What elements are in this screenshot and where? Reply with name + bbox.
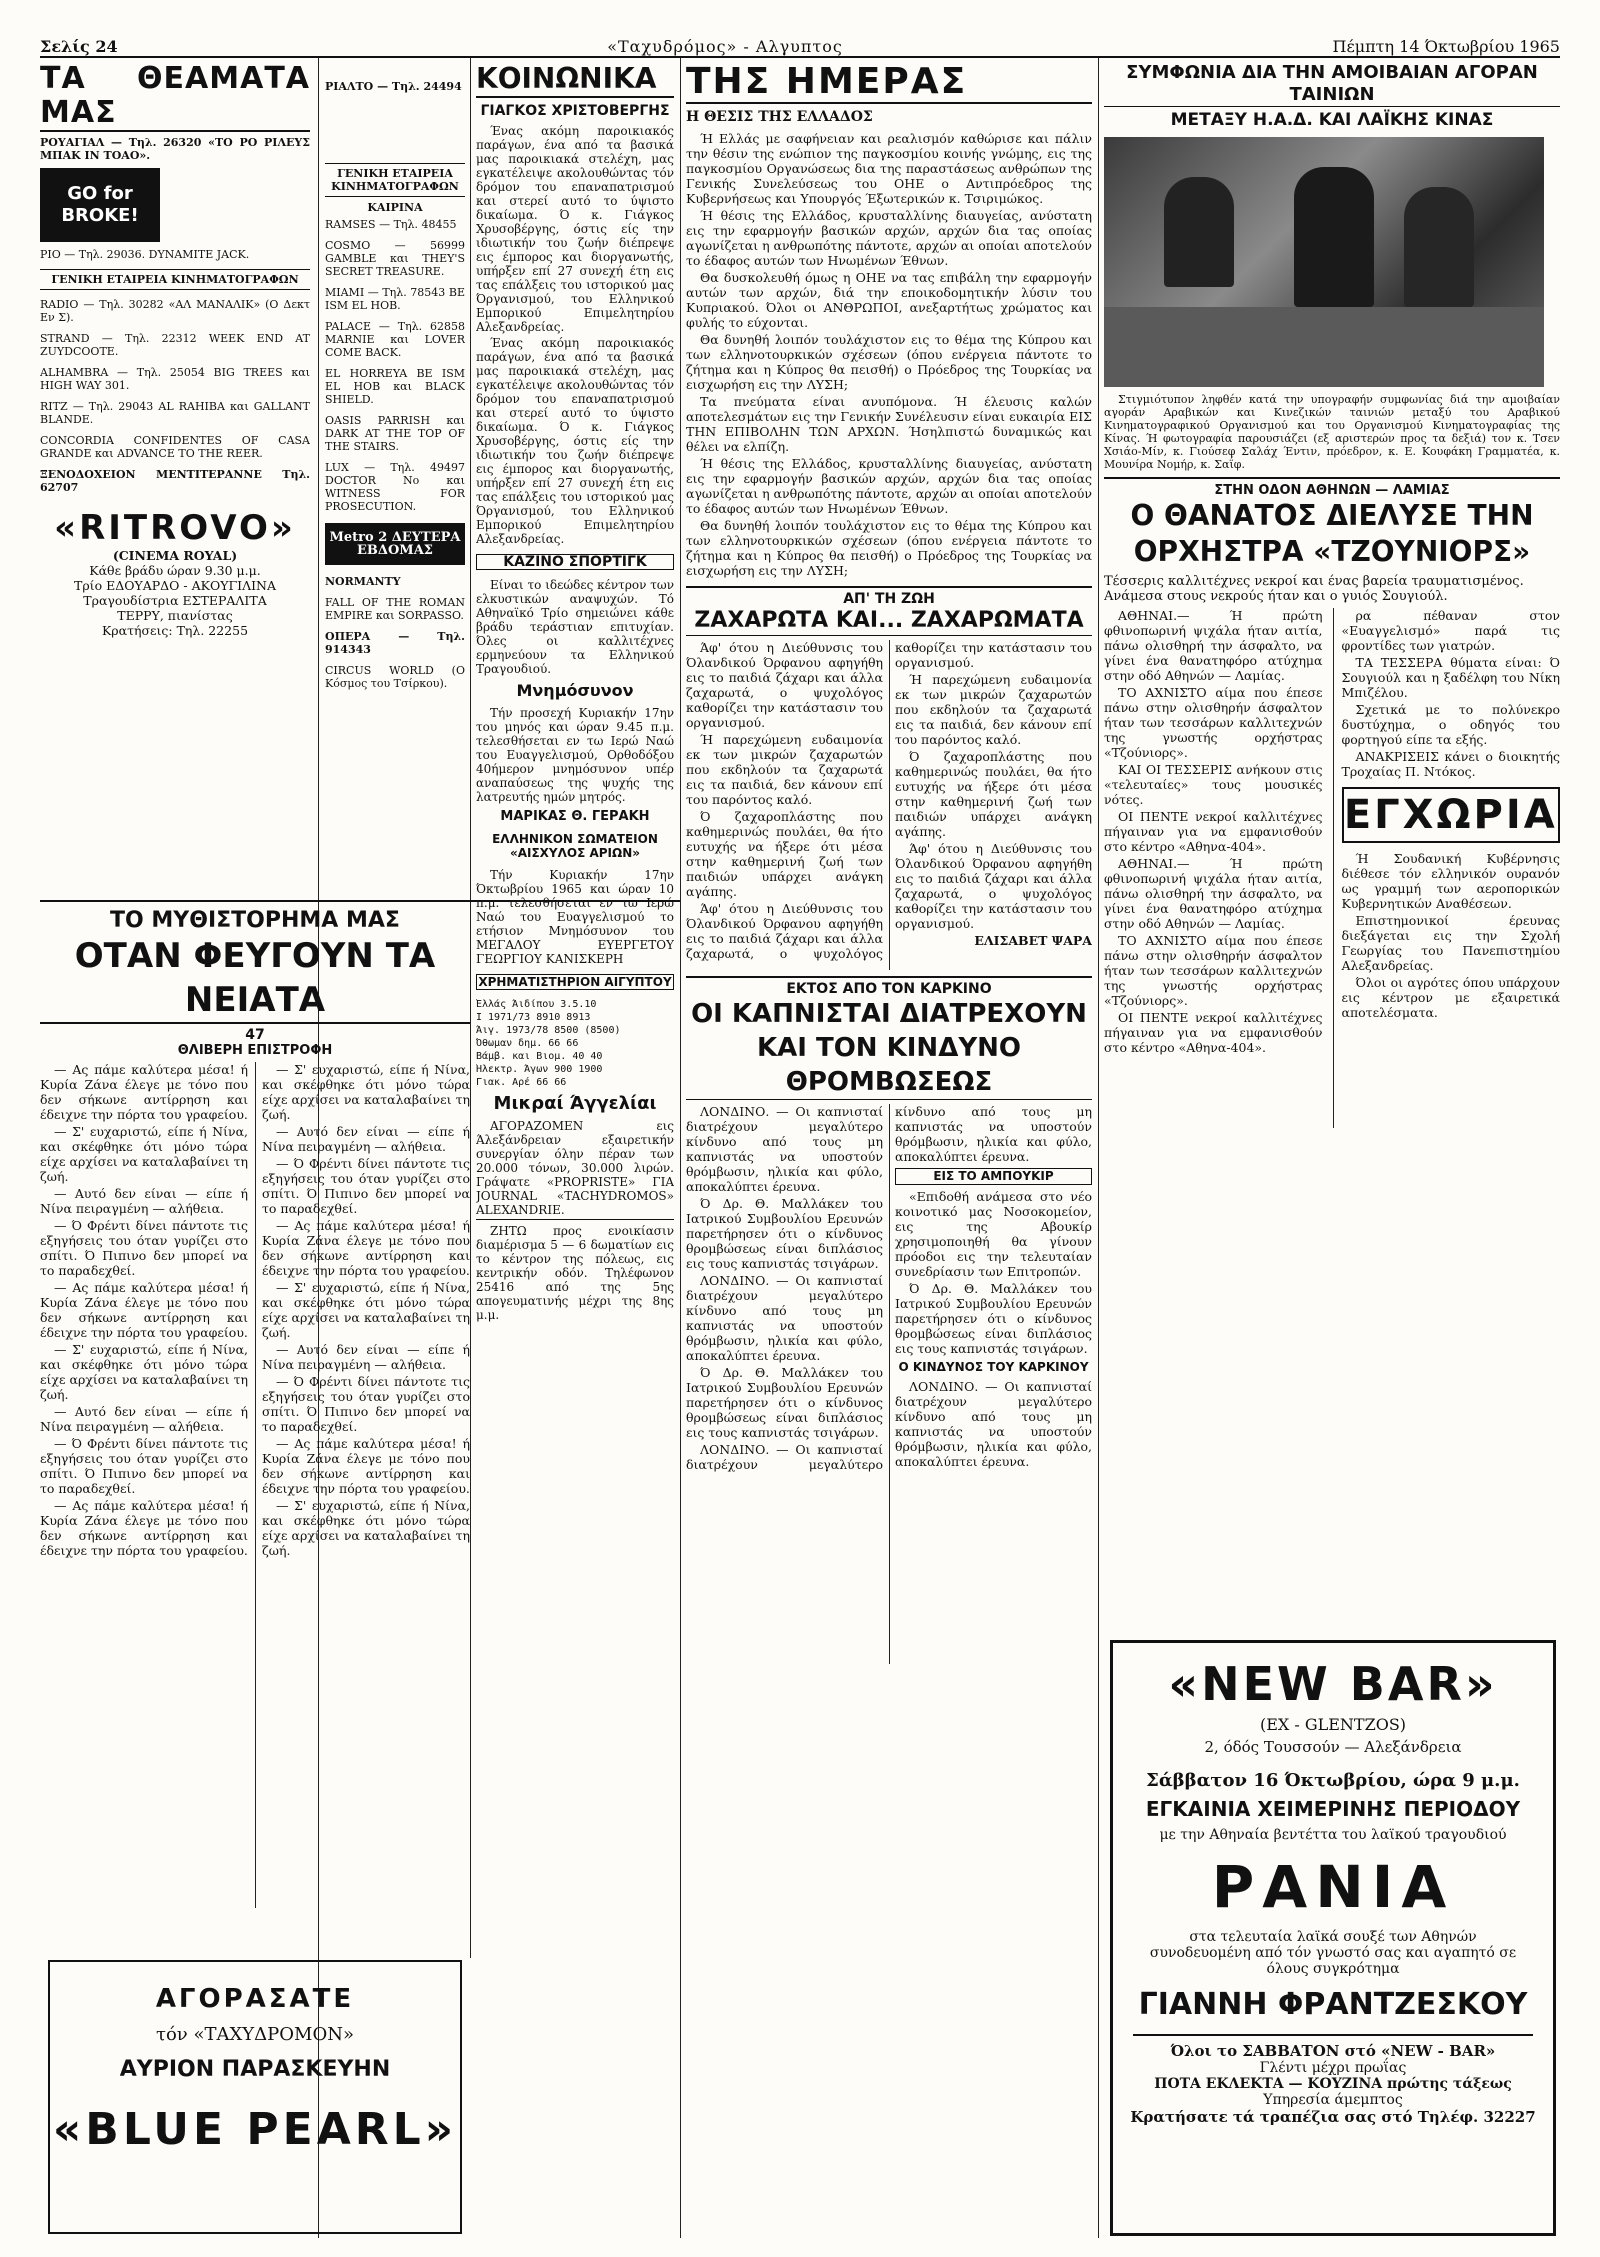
cancer-text: Ό Δρ. Θ. Μαλλάκεν του Ιατρικού Συμβουλίου Ερευνών παρετήρησεν ότι ο κίνδυνος θρομβώσεως είναι διπλάσιος εις τους καπνιστάς τσιγάρων.: [686, 1365, 883, 1440]
local-text: Όλοι οι αγρότες όπου υπάρχουν εις κέντρον με εξαιρετικά αποτελέσματα.: [1341, 975, 1560, 1020]
bar-date: Σάββατον 16 Όκτωβρίου, ώρα 9 μ.μ.: [1146, 1770, 1520, 1791]
cancer-text: ΛΟΝΔΙΝΟ. — Οι καπνισταί διατρέχουν μεγαλύτερο κίνδυνο από τους μη καπνιστάς να υποστούν θρόμβωσιν, ηλικία και φύλο, αποκαλύπτει έρευνα.: [686, 1273, 883, 1363]
ad-paper: τόν «ΤΑΧΥΔΡΟΜΟΝ»: [156, 2024, 354, 2045]
cinema-palace: PALACE — Τηλ. 62858 MARNIE και LOVER COME BACK.: [325, 320, 465, 359]
bar-text: στα τελευταία λαϊκά σουξέ των Αθηνών συνοδευομένη από τόν γνωστό σας και αγαπητό σε όλους συγκρότημα: [1149, 1929, 1517, 1977]
bar-subtitle: (EX - GLENTZOS): [1259, 1715, 1407, 1734]
novel-paragraph: — Ό Φρέντι δίνει πάντοτε τις εξηγήσεις του όταν γυρίζει στο σπίτι. Ό Πιπινο δεν μπορεί να το παραδεχθεί.: [262, 1156, 470, 1216]
cinema-cosmo: COSMO — 56999 GAMBLE και THEY'S SECRET TREASURE.: [325, 239, 465, 278]
ad-day: ΑΥΡΙΟΝ ΠΑΡΑΣΚΕΥΗΝ: [119, 2057, 391, 2082]
crash-text: ΑΝΑΚΡΙΣΕΙΣ κάνει ο διοικητής Τροχαίας Π. Ντόκος.: [1341, 749, 1560, 779]
day-title: ΤΗΣ ΗΜΕΡΑΣ: [686, 62, 1092, 104]
day-text: Ή θέσις της Ελλάδος, κρυσταλλίνης διαυγείας, ανύστατη εις την εφαρμογήν βασικών αρχών, αρχών δια τας οποίας αγωνίζεται η ανθρωπότης πάντοτε, αρχών αι οποίαι αποτελούν το έδαφος αυτών των Ηνωμένων Έθνων.: [686, 208, 1092, 268]
column-rule: [680, 58, 681, 2238]
novel-paragraph: — Σ' ευχαριστώ, είπε ή Νίνα, και σκέφθηκε ότι μόνο τώρα είχε αρχίσει να καταλαβαίνει τη ζωή.: [262, 1498, 470, 1558]
novel-label: ΤΟ ΜΥΘΙΣΤΟΡΗΜΑ ΜΑΣ: [110, 908, 400, 933]
cancer-text: ΛΟΝΔΙΝΟ. — Οι καπνισταί διατρέχουν μεγαλύτερο κίνδυνο από τους μη καπνιστάς να υποστούν θρόμβωσιν, ηλικία και φύλο, αποκαλύπτει έρευνα.: [895, 1379, 1092, 1469]
memorial-text: Τήν προσεχή Κυριακήν 17ην του μηνός και ώραν 9.45 π.μ. τελεσθήσεται εν τω Ιερώ Ναώ του Ευαγγελισμού, Ορθοδόξου 40ήμερον μνημόσυνον υπέρ αναπαύσεως της ψυχής της λατρευτής ημών μητρός.: [476, 706, 674, 804]
cinema-miami: MIAMI — Τηλ. 78543 BE ISM EL HOB.: [325, 286, 465, 312]
social-heading: ΓΙΑΓΚΟΣ ΧΡΙΣΤΟΒΕΡΓΗΣ: [480, 103, 670, 119]
cinema-cairina: ΚΑΙΡΙΝΑ: [367, 201, 423, 214]
novel-subtitle: ΘΛΙΒΕΡΗ ΕΠΙΣΤΡΟΦΗ: [177, 1043, 333, 1058]
life-author: ΕΛΙΣΑΒΕΤ ΨΑΡΑ: [974, 933, 1092, 948]
cinema-ramses: RAMSES — Τηλ. 48455: [325, 218, 457, 231]
crash-text: ΤΟ ΑΧΝΙΣΤΟ αίμα που έπεσε πάνω στην ολισθηρήν άσφαλτον ήταν των τεσσάρων καλλιτεχνών της γνωστής ορχήστρας «Τζούνιορς».: [1104, 933, 1323, 1008]
crash-text: ΤΟ ΑΧΝΙΣΤΟ αίμα που έπεσε πάνω στην ολισθηρήν άσφαλτον ήταν των τεσσάρων καλλιτεχνών της γνωστής ορχήστρας «Τζούνιορς».: [1104, 685, 1323, 760]
life-text: Ό ζαχαροπλάστης που καθημερινώς πουλάει, θα ήτο ευτυχής να ήξερε ότι μέσα στην καθημερινή ζωή των παιδιών υπάρχει ανάγκη αγάπης.: [895, 749, 1092, 839]
ad-buy: ΑΓΟΡΑΣΑΤΕ: [155, 1984, 355, 2014]
day-text: Θα δυνηθή λοιπόν τουλάχιστον εις το θέμα της Κύπρου και των ελληνοτουρκικών σχέσεων (όπου ενέργεια πάντοτε το ζήτημα και η Κύπρος θα πεισθή) ο Πρόεδρος της Τουρκίας να εισχωρήση εις την ΛΥΣΗ;: [686, 332, 1092, 392]
social-text: Ένας ακόμη παροικιακός παράγων, ένα από τα βασικά μας παροικιακά στελέχη, μας εγκατέλειψε ακολουθώντας τόν δρόμον του επαναπατρισμού και στερεί αυτό το ύψιστο δικαίωμα. Ό κ. Γιάγκος Χρυσοβέργης, όστις είς την ιδιωτικήν του ζωήν διέπρεψε εις έμπορος και διοργανωτής, υπήρξεν επί 27 συνεχή έτη εις τας επάλξεις του ιστορικού μας Όργανισμού, του Ελληνικού Εμπορικού Επιμελητηρίου Αλεξανδρείας.: [476, 336, 674, 546]
cancer-text: ΛΟΝΔΙΝΟ. — Οι καπνισταί διατρέχουν μεγαλύτερο κίνδυνο από τους μη καπνιστάς να υποστούν θρόμβωσιν, ηλικία και φύλο, αποκαλύπτει έρευνα.: [686, 1104, 883, 1194]
crash-text: ΟΙ ΠΕΝΤΕ νεκροί καλλιτέχνες πήγαιναν για να εμφανισθούν στο κέντρο «Αθηνα-404».: [1104, 809, 1323, 854]
ritrovo-sub: (CINEMA ROYAL): [112, 548, 238, 563]
films-title: ΣΥΜΦΩΝΙΑ ΔΙΑ ΤΗΝ ΑΜΟΙΒΑΙΑΝ ΑΓΟΡΑΝ ΤΑΙΝΙΩΝ: [1104, 62, 1560, 107]
abukir-text: «Επιδοθή ανάμεσα στο νέο κοινοτικό μας Νοσοκομείον, εις της Αβουκίρ χρησιμοποιηθή θα γίνουν πρόοδοι εις την τελευταίαν συνεδρίασιν των Επιτροπών.: [895, 1189, 1092, 1279]
listing-rio: ΡΙΟ — Τηλ. 29036. DYNAMITE JACK.: [40, 248, 250, 261]
crash-bullets: [1104, 574, 1560, 604]
novel-paragraph: — Σ' ευχαριστώ, είπε ή Νίνα, και σκέφθηκε ότι μόνο τώρα είχε αρχίσει να καταλαβαίνει τη ζωή.: [262, 1062, 470, 1122]
crash-text: ΑΘΗΝΑΙ.— Ή πρώτη φθινοπωρινή ψιχάλα ήταν αιτία, πάνω ολισθηρή την άσφαλτο, να γίνει ένα θανατηφόρο ατύχημα στην οδό Αθηνών — Λαμίας.: [1104, 608, 1323, 683]
bar-footer: Κρατήσατε τά τραπέζια σας στό Τηλέφ. 32227: [1130, 2108, 1536, 2126]
memorial-name: ΜΑΡΙΚΑΣ Θ. ΓΕΡΑΚΗ: [500, 809, 650, 824]
cinema-rialto: ΡΙΑΛΤΟ — Τηλ. 24494: [325, 80, 462, 93]
cancer-subheading: Ο ΚΙΝΔΥΝΟΣ ΤΟΥ ΚΑΡΚΙΝΟΥ: [898, 1360, 1089, 1374]
cinemas-column: [325, 80, 465, 890]
stock-row: Γιακ. Αρέ 66 66: [476, 1077, 567, 1088]
cancer-label: ΕΚΤΟΣ ΑΠΟ ΤΟΝ ΚΑΡΚΙΝΟ: [786, 981, 992, 997]
listing-hotel: ΞΕΝΟΔΟΧΕΙΟΝ ΜΕΝΤΙΤΕΡΑΝΝΕ Τηλ. 62707: [40, 468, 310, 494]
life-title: ΖΑΧΑΡΩΤΑ ΚΑΙ... ΖΑΧΑΡΩΜΑΤΑ: [686, 607, 1092, 636]
cancer-text: Ό Δρ. Θ. Μαλλάκεν του Ιατρικού Συμβουλίου Ερευνών παρετήρησεν ότι ο κίνδυνος θρομβώσεως είναι διπλάσιος εις τους καπνιστάς τσιγάρων.: [686, 1196, 883, 1271]
abukir-heading: ΕΙΣ ΤΟ ΑΜΠΟΥΚΙΡ: [895, 1168, 1092, 1185]
blue-pearl-ad: [48, 1960, 462, 2234]
novel-paragraph: — Αυτό δεν είναι — είπε ή Νίνα πειραγμένη — αλήθεια.: [40, 1404, 248, 1434]
day-column: [686, 62, 1092, 2242]
cinema-normanty-films: FALL OF THE ROMAN EMPIRE και SORPASSO.: [325, 596, 465, 622]
bar-footer: Υπηρεσία άμεμπτος: [1263, 2092, 1403, 2108]
day-text: Θα δυνηθή λοιπόν τουλάχιστον εις το θέμα της Κύπρου και των ελληνοτουρκικών σχέσεων (όπου ενέργεια πάντοτε το ζήτημα και η Κύπρος θα πεισθή) ο Πρόεδρος της Τουρκίας να εισχωρήση εις την ΛΥΣΗ;: [686, 518, 1092, 578]
novel-paragraph: — Σ' ευχαριστώ, είπε ή Νίνα, και σκέφθηκε ότι μόνο τώρα είχε αρχίσει να καταλαβαίνει τη ζωή.: [40, 1124, 248, 1184]
local-text: Ή Σουδανική Κυβέρνησις διέθεσε τόν ελληνικόν ουρανόν ως γραμμή των αεροπορικών Κυβερνητικών Αναθέσεων.: [1341, 851, 1560, 911]
memorial-heading: Μνημόσυνον: [516, 681, 634, 700]
novel-paragraph: — Ό Φρέντι δίνει πάντοτε τις εξηγήσεις του όταν γυρίζει στο σπίτι. Ό Πιπινο δεν μπορεί να το παραδεχθεί.: [40, 1436, 248, 1496]
new-bar-ad: [1110, 1640, 1556, 2236]
novel-paragraph: — Ας πάμε καλύτερα μέσα! ή Κυρία Ζάνα έλεγε με τόνο που δεν σήκωνε αντίρρηση και έδειχνε την πόρτα του γραφείου.: [262, 1218, 470, 1278]
listing-alhambra: ALHAMBRA — Τηλ. 25054 BIG TREES και HIGH WAY 301.: [40, 366, 310, 392]
bar-with: με την Αθηναία βεντέττα του λαϊκού τραγουδιού: [1159, 1827, 1507, 1843]
listing-ritz: RITZ — Τηλ. 29043 AL RAHIBA και GALLANT BLANDE.: [40, 400, 310, 426]
novel-title: ΟΤΑΝ ΦΕΥΓΟΥΝ ΤΑ ΝΕΙΑΤΑ: [40, 934, 470, 1024]
ad-title: «BLUE PEARL»: [52, 2104, 458, 2155]
stock-heading: ΧΡΗΜΑΤΙΣΤΗΡΙΟΝ ΑΙΓΥΠΤΟΥ: [476, 974, 674, 990]
life-text: Ή παρεχώμενη ευδαιμονία εκ των μικρών ζαχαρωτών που εκδηλούν τα ζαχαρωτά εις τα παιδιά, δεν κάνουν επί του παρόντος καλό.: [895, 672, 1092, 747]
classifieds-heading: Μικραί Άγγελίαι: [493, 1093, 657, 1114]
crash-title: Ο ΘΑΝΑΤΟΣ ΔΙΕΛΥΣΕ ΤΗΝ ΟΡΧΗΣΤΡΑ «ΤΖΟΥΝΙΟΡΣ»: [1130, 499, 1534, 568]
ritrovo-line: Κρατήσεις: Τηλ. 22255: [101, 623, 249, 638]
day-text: Ή Ελλάς με σαφήνειαν και ρεαλισμόν καθώρισε και πάλιν την θέσιν της ενώπιον της παγκοσμίου κοινής γνώμης, εις της παγκοσμίου Οργανώσεως δια της παραστάσεως ανθρώπων της Γενικής Συνελεύσεως του ΟΗΕ ο Αντιπρόεδρος της Κυβερνήσεως και Υπουργός Έξωτερικών κ. Τσιριμώκος.: [686, 131, 1092, 206]
casino-heading: ΚΑΖΙΝΟ ΣΠΟΡΤΙΓΚ: [476, 554, 674, 570]
column-rule: [470, 58, 471, 1958]
shows-title: ΤΑ ΘΕΑΜΑΤΑ ΜΑΣ: [40, 62, 310, 130]
ritrovo-line: Κάθε βράδυ ώραν 9.30 μ.μ.: [89, 563, 261, 578]
novel-paragraph: — Αυτό δεν είναι — είπε ή Νίνα πειραγμένη — αλήθεια.: [40, 1186, 248, 1216]
crash-text: ΑΘΗΝΑΙ.— Ή πρώτη φθινοπωρινή ψιχάλα ήταν αιτία, πάνω ολισθηρή την άσφαλτο, να γίνει ένα θανατηφόρο ατύχημα στην οδό Αθηνών — Λαμίας.: [1104, 856, 1323, 931]
photo-caption: Στιγμιότυπον ληφθέν κατά την υπογραφήν συμφωνίας διά την αμοιβαίαν αγοράν Αραβικών και Κινεζικών ταινιών μεταξύ του Αραβικού Κινηματογραφικού Οργανισμού και του Οργανισμού Κινηματογραφίας της Κίνας. Ή φωτογραφία παρουσιάζει (εξ αριστερών προς τα δεξιά) τον κ. Τσεν Χσιάο-Μίν, κ. Γιούσεφ Σαλάχ Έντιν, πρόεδρον, κ. Ε. Κουφάκη Γραμματέα, κ. Μουνίρα Νομήρ, κ. Σαΐφ.: [1104, 393, 1560, 471]
column-rule: [1098, 58, 1099, 2238]
cinema-company: ΓΕΝΙΚΗ ΕΤΑΙΡΕΙΑ ΚΙΝΗΜΑΤΟΓΡΑΦΩΝ: [325, 163, 465, 197]
novel-paragraph: — Ας πάμε καλύτερα μέσα! ή Κυρία Ζάνα έλεγε με τόνο που δεν σήκωνε αντίρρηση και έδειχνε την πόρτα του γραφείου.: [40, 1062, 248, 1122]
metro-ad: [40, 168, 160, 242]
day-text: Ή θέσις της Ελλάδος, κρυσταλλίνης διαυγείας, ανύστατη εις την εφαρμογήν βασικών αρχών, αρχών δια τας οποίας αγωνίζεται η ανθρωπότης πάντοτε, αρχών αι οποίαι αποτελούν το έδαφος αυτών των Ηνωμένων Έθνων.: [686, 456, 1092, 516]
bar-star: ΡΑΝΙΑ: [1211, 1853, 1455, 1921]
bar-footer: ΠΟΤΑ ΕΚΛΕΚΤΑ — ΚΟΥΖΙΝΑ πρώτης τάξεως: [1154, 2076, 1512, 2092]
bar-address: 2, όδός Τουσσούν — Αλεξάνδρεια: [1204, 1738, 1462, 1756]
bar-title: «NEW BAR»: [1168, 1657, 1498, 1711]
cancer-title: ΟΙ ΚΑΠΝΙΣΤΑΙ ΔΙΑΤΡΕΧΟΥΝ ΚΑΙ ΤΟΝ ΚΙΝΔΥΝΟ ΘΡΟΜΒΩΣΕΩΣ: [686, 997, 1092, 1100]
cinema-opera-films: CIRCUS WORLD (Ο Κόσμος του Τσίρκου).: [325, 664, 465, 690]
social-column: [476, 62, 674, 2242]
local-text: Επιστημονικοί έρευνας διεξάγεται εις την Σχολή Γεωργίας του Πανεπιστημίου Αλεξανδρείας.: [1341, 913, 1560, 973]
bar-event: ΕΓΚΑΙΝΙΑ ΧΕΙΜΕΡΙΝΗΣ ΠΕΡΙΟΔΟΥ: [1145, 1797, 1521, 1821]
ritrovo-line: Τρίο ΕΔΟΥΑΡΔΟ - ΑΚΟΥΓΙΛΙΝΑ: [73, 578, 277, 593]
life-text: Άφ' ότου η Διεύθυνσις του Όλανδικού Όρφανου αφηγήθη εις το παιδιά ζάχαρι και άλλα ζαχαρωτά, ο ψυχολόγος καθορίζει την κατάστασιν του οργανισμού.: [686, 640, 883, 730]
cinema-horreya: EL HORREYA BE ISM EL HOB και BLACK SHIELD.: [325, 367, 465, 406]
novel-paragraph: — Σ' ευχαριστώ, είπε ή Νίνα, και σκέφθηκε ότι μόνο τώρα είχε αρχίσει να καταλαβαίνει τη ζωή.: [40, 1342, 248, 1402]
cinema-oasis: OASIS PARRISH και DARK AT THE TOP OF THE STAIRS.: [325, 414, 465, 453]
listing-royal: ΡΟΥΑΓΙΑΛ — Τηλ. 26320 «ΤΟ ΡΟ ΡΙΛΕΥΣ ΜΠΑΚ ΙΝ ΤΟΑΟ».: [40, 136, 310, 162]
listing-company: ΓΕΝΙΚΗ ΕΤΑΙΡΕΙΑ ΚΙΝΗΜΑΤΟΓΡΑΦΩΝ: [40, 269, 310, 290]
crash-text: ρα πέθαναν στον «Ευαγγελισμό» παρά τις φροντίδες των γιατρών.: [1341, 608, 1560, 653]
films-subtitle: ΜΕΤΑΞΥ Η.Α.Δ. ΚΑΙ ΛΑΪΚΗΣ ΚΙΝΑΣ: [1170, 110, 1494, 130]
life-text: Άφ' ότου η Διεύθυνσις του Όλανδικού Όρφανου αφηγήθη εις το παιδιά ζάχαρι και άλλα ζαχαρωτά, ο ψυχολόγος καθορίζει την κατάστασιν του οργανισμού.: [895, 841, 1092, 931]
life-text: Ή παρεχώμενη ευδαιμονία εκ των μικρών ζαχαρωτών που εκδηλούν τα ζαχαρωτά εις τα παιδιά, δεν κάνουν επί του παρόντος καλό.: [686, 732, 883, 807]
crash-bullet: Ανάμεσα στους νεκρούς ήταν και ο γυιός Σουγιούλ.: [1104, 589, 1448, 604]
cinema-opera: ΟΠΕΡΑ — Τηλ. 914343: [325, 630, 465, 656]
crash-text-col-b: [1333, 608, 1561, 1128]
bar-band: ΓΙΑΝΝΗ ΦΡΑΝΤΖΕΣΚΟΥ: [1138, 1987, 1528, 2022]
cinema-lux: LUX — Τηλ. 49497 DOCTOR No και WITNESS FOR PROSECUTION.: [325, 461, 465, 513]
listing-strand: STRAND — Τηλ. 22312 WEEK END AT ZUYDCOOTE.: [40, 332, 310, 358]
metro-ad-text: GO for BROKE!: [61, 183, 139, 226]
bar-footer: Όλοι το ΣΑΒΒΑΤΟΝ στό «NEW - BAR»: [1170, 2042, 1496, 2060]
cinema-normanty: NORMANTY: [325, 575, 401, 588]
crash-bullet: Τέσσερις καλλιτέχνες νεκροί και ένας βαρεία τραυματισμένος.: [1104, 574, 1524, 589]
stock-row: Έλλάς Άιδίπου 3.5.10: [476, 999, 597, 1010]
novel-paragraph: — Ό Φρέντι δίνει πάντοτε τις εξηγήσεις του όταν γυρίζει στο σπίτι. Ό Πιπινο δεν μπορεί να το παραδεχθεί.: [40, 1218, 248, 1278]
stock-row: Άιγ. 1973/78 8500 (8500): [476, 1025, 621, 1036]
life-text: Ό ζαχαροπλάστης που καθημερινώς πουλάει, θα ήτο ευτυχής να ήξερε ότι μέσα στην καθημερινή ζωή των παιδιών υπάρχει ανάγκη αγάπης.: [686, 809, 883, 899]
listing-radio: RADIO — Τηλ. 30282 «ΑΛ ΜΑΝΑΛΙΚ» (Ο Δεκτ Εν Σ).: [40, 298, 310, 324]
classified-ad: ΑΓΟΡΑΖΟΜΕΝ εις Άλεξάνδρειαν εξαιρετικήν συνεργίαν όλην πέραν των 20.000 τόνων, 30.000 λιρών. Γράψατε «PROPRISTE» ΓΙΑ JOURNAL «TACHYDROMOS» ALEXANDRIE.: [476, 1119, 674, 1217]
bar-footer: Γλέντι μέχρι πρωΐας: [1259, 2060, 1407, 2076]
crash-text: ΤΑ ΤΕΣΣΕΡΑ θύματα είναι: Ό Σουγιούλ και η ξαδέλφη του Νίκη Μπιζέλου.: [1341, 655, 1560, 700]
local-title: ΕΓΧΩΡΙΑ: [1343, 792, 1558, 838]
novel-paragraph: — Ας πάμε καλύτερα μέσα! ή Κυρία Ζάνα έλεγε με τόνο που δεν σήκωνε αντίρρηση και έδειχνε την πόρτα του γραφείου.: [262, 1436, 470, 1496]
ritrovo-title: «RITROVO»: [54, 508, 296, 548]
signing-photo: [1104, 137, 1544, 387]
metro-2-ad: Metro 2 ΔΕΥΤΕΡΑ ΕΒΔΟΜΑΣ: [325, 523, 465, 565]
paper-name: «Ταχυδρόμος» - Αλγυπτος: [607, 37, 843, 56]
social-title: ΚΟΙΝΩΝΙΚΑ: [476, 62, 674, 98]
day-subtitle: Η ΘΕΣΙΣ ΤΗΣ ΕΛΛΑΔΟΣ: [686, 109, 873, 125]
day-text: Τα πνεύματα είναι ανυπόμονα. Ή έλευσις καλών αποτελεσμάτων εις την Γενικήν Συνέλευσιν είναι ευκαιρία ΕΙΣ ΤΗΝ ΕΠΙΒΟΛΗΝ ΤΩΝ ΑΡΧΩΝ. Ήσηλπιστώ δυναμικώς και θέλει να ελπίζη.: [686, 394, 1092, 454]
novel-paragraph: — Ας πάμε καλύτερα μέσα! ή Κυρία Ζάνα έλεγε με τόνο που δεν σήκωνε αντίρρηση και έδειχνε την πόρτα του γραφείου.: [40, 1498, 248, 1558]
life-text: Άφ' ότου η Διεύθυνσις του Όλανδικού Όρφανου αφηγήθη εις το παιδιά ζάχαρι και άλλα ζαχαρωτά, ο ψυχολόγος καθορίζει την κατάστασιν του οργανισμού.: [686, 640, 1092, 961]
stock-row: Όθωμαν δημ. 66 66: [476, 1038, 579, 1049]
cancer-text: Ό Δρ. Θ. Μαλλάκεν του Ιατρικού Συμβουλίου Ερευνών παρετήρησεν ότι ο κίνδυνος θρομβώσεως είναι διπλάσιος εις τους καπνιστάς τσιγάρων.: [895, 1281, 1092, 1356]
stock-row: Ήλεκτρ. Άγων 900 1900: [476, 1064, 603, 1075]
ritrovo-line: ΤΕΡΡΥ, πιανίστας: [117, 608, 233, 623]
crash-text: Σχετικά με το πολύνεκρο δυστύχημα, ο οδηγός του φορτηγού είπε τα εξής.: [1341, 702, 1560, 747]
ritrovo-line: Τραγουδίστρια ΕΣΤΕΡΑΛΙΤΑ: [83, 593, 267, 608]
day-text: Θα δυσκολευθή όμως η ΟΗΕ να τας επιβάλη την εφαρμογήν αυτών των αρχών, διά την εποικοδομητικήν λύσιν του Κυπριακού. Όλοι οι ΑΝΘΡΩΠΟΙ, ανεξαρτήτως χρώματος και φυλής το εύχονται.: [686, 270, 1092, 330]
novel-paragraph: — Ας πάμε καλύτερα μέσα! ή Κυρία Ζάνα έλεγε με τόνο που δεν σήκωνε αντίρρηση και έδειχνε την πόρτα του γραφείου.: [40, 1280, 248, 1340]
crash-text-col-a: [1104, 608, 1323, 1128]
stock-row: Ι 1971/73 8910 8913: [476, 1012, 591, 1023]
life-label: ΑΠ' ΤΗ ΖΩΗ: [843, 591, 935, 607]
novel-paragraph: — Αυτό δεν είναι — είπε ή Νίνα πειραγμένη — αλήθεια.: [262, 1124, 470, 1154]
stock-table: [476, 998, 674, 1089]
crash-text: ΟΙ ΠΕΝΤΕ νεκροί καλλιτέχνες πήγαιναν για να εμφανισθούν στο κέντρο «Αθηνα-404».: [1104, 1010, 1323, 1055]
stock-row: Βάμβ. και Βιομ. 40 40: [476, 1051, 603, 1062]
listing-concordia: CONCORDIA CONFIDENTES OF CASA GRANDE και ADVANCE TO THE REER.: [40, 434, 310, 460]
society-heading: ΕΛΛΗΝΙΚΟΝ ΣΩΜΑΤΕΙΟΝ «ΑΙΣΧΥΛΟΣ ΑΡΙΩΝ»: [492, 832, 658, 860]
classified-ad: ΖΗΤΩ προς ενοικίασιν διαμέρισμα 5 — 6 δωματίων εις το κέντρον της πόλεως, εις κεντρικήν οδόν. Τηλέφωνον 25416 από της 5ης απογευματινής μέχρι της 8ης μ.μ.: [476, 1219, 674, 1322]
social-text: Ένας ακόμη παροικιακός παράγων, ένα από τα βασικά μας παροικιακά στελέχη, μας εγκατέλειψε ακολουθώντας τόν δρόμον του επαναπατρισμού και στερεί αυτό το ύψιστο δικαίωμα. Ό κ. Γιάγκος Χρυσοβέργης, όστις είς την ιδιωτικήν του ζωήν διέπρεψε εις έμπορος και διοργανωτής, υπήρξεν επί 27 συνεχή έτη εις τας επάλξεις του ιστορικού μας Όργανισμού, του Ελληνικού Εμπορικού Επιμελητηρίου Αλεξανδρείας.: [476, 124, 674, 334]
novel-section: [40, 908, 470, 1908]
issue-date: Πέμπτη 14 Όκτωβρίου 1965: [1332, 37, 1560, 56]
page-number: Σελίς 24: [40, 37, 118, 56]
novel-paragraph: — Ό Φρέντι δίνει πάντοτε τις εξηγήσεις του όταν γυρίζει στο σπίτι. Ό Πιπινο δεν μπορεί να το παραδεχθεί.: [262, 1374, 470, 1434]
novel-paragraph: — Αυτό δεν είναι — είπε ή Νίνα πειραγμένη — αλήθεια.: [262, 1342, 470, 1372]
crash-text: ΚΑΙ ΟΙ ΤΕΣΣΕΡΙΣ ανήκουν στις «τελευταίες» τους μουσικές νότες.: [1104, 762, 1323, 807]
cancer-text: ΛΟΝΔΙΝΟ. — Οι καπνισταί διατρέχουν μεγαλύτερο κίνδυνο από τους μη καπνιστάς να υποστούν θρόμβωσιν, ηλικία και φύλο, αποκαλύπτει έρευνα.: [686, 1104, 1092, 1472]
crash-label: ΣΤΗΝ ΟΔΟΝ ΑΘΗΝΩΝ — ΛΑΜΙΑΣ: [1214, 483, 1450, 498]
casino-text: Είναι το ιδεώδες κέντρον των ελκυστικών αναψυχών. Τό Αθηναϊκό Τρίο σημειώνει κάθε βράδυ τεράστιαν επιτυχίαν. Όλες οι καλλιτέχνες ερμηνεύουν τα Ελληνικού Τραγουδιού.: [476, 578, 674, 676]
novel-paragraph: — Σ' ευχαριστώ, είπε ή Νίνα, και σκέφθηκε ότι μόνο τώρα είχε αρχίσει να καταλαβαίνει τη ζωή.: [262, 1280, 470, 1340]
novel-number: 47: [245, 1027, 265, 1043]
masthead: [40, 34, 1560, 58]
society-text: Τήν Κυριακήν 17ην Όκτωβρίου 1965 και ώραν 10 π.μ. τελεσθήσεται εν τω Ιερώ Ναώ του Ευαγγελισμού το ετήσιον Μνημόσυνον του ΜΕΓΑΛΟΥ ΕΥΕΡΓΕΤΟΥ ΓΕΩΡΓΙΟΥ ΚΑΝΙΣΚΕΡΗ: [476, 868, 674, 966]
